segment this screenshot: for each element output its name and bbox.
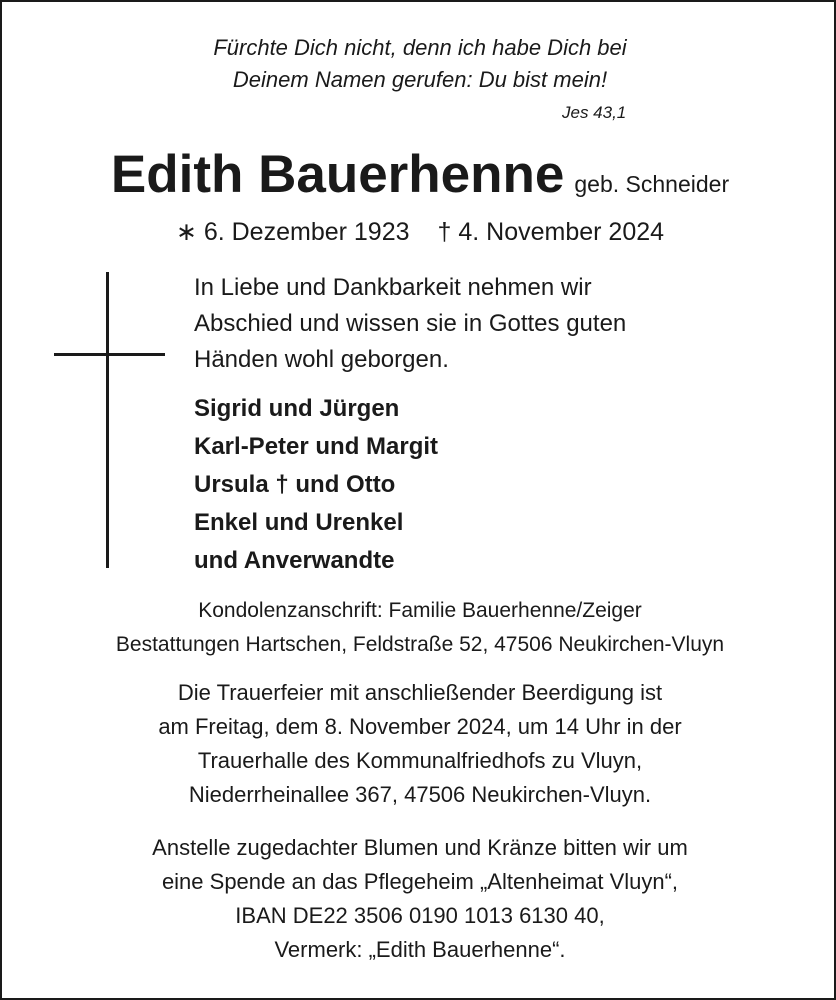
farewell-line: In Liebe und Dankbarkeit nehmen wir bbox=[194, 274, 592, 301]
cross-horizontal-bar bbox=[54, 353, 165, 356]
birth-name: geb. Schneider bbox=[574, 171, 730, 197]
verse-line-2: Deinem Namen gerufen: Du bist mein! bbox=[232, 67, 608, 92]
family-member: Ursula † und Otto bbox=[194, 471, 396, 498]
deceased-name: Edith Bauerhenne bbox=[110, 145, 565, 204]
farewell-line: Abschied und wissen sie in Gottes guten bbox=[194, 310, 627, 337]
birth-date: ∗ 6. Dezember 1923 bbox=[175, 218, 410, 246]
donation-line: Vermerk: „Edith Bauerhenne“. bbox=[274, 937, 566, 962]
family-member: Karl-Peter und Margit bbox=[194, 433, 439, 460]
donation-line: Anstelle zugedachter Blumen und Kränze bitten wir um bbox=[152, 835, 688, 860]
ceremony-line: am Freitag, dem 8. November 2024, um 14 Uhr in der bbox=[158, 714, 682, 739]
donation-request bbox=[2, 831, 836, 967]
ceremony-line: Trauerhalle des Kommunalfriedhofs zu Vluyn, bbox=[197, 748, 643, 773]
condolence-line: Kondolenzanschrift: Familie Bauerhenne/Zeiger bbox=[198, 599, 642, 622]
family-list bbox=[194, 390, 438, 580]
ceremony-line: Die Trauerfeier mit anschließender Beerdigung ist bbox=[177, 680, 663, 705]
cross-vertical-bar bbox=[106, 272, 109, 568]
death-date: † 4. November 2024 bbox=[437, 218, 665, 246]
family-member: und Anverwandte bbox=[194, 547, 395, 574]
name-row bbox=[2, 142, 836, 208]
condolence-line: Bestattungen Hartschen, Feldstraße 52, 47506 Neukirchen-Vluyn bbox=[115, 633, 725, 656]
verse-reference: Jes 43,1 bbox=[562, 103, 627, 122]
farewell-line: Händen wohl geborgen. bbox=[194, 346, 449, 373]
ceremony-line: Niederrheinallee 367, 47506 Neukirchen-Vluyn. bbox=[188, 782, 652, 807]
ceremony-info bbox=[2, 676, 836, 812]
family-member: Sigrid und Jürgen bbox=[194, 395, 400, 422]
donation-line: IBAN DE22 3506 0190 1013 6130 40, bbox=[235, 903, 605, 928]
verse-line-1: Fürchte Dich nicht, denn ich habe Dich bei bbox=[213, 35, 627, 60]
farewell-text bbox=[194, 270, 626, 378]
life-dates bbox=[2, 214, 836, 250]
condolence-address bbox=[2, 594, 836, 662]
donation-line: eine Spende an das Pflegeheim „Altenheimat Vluyn“, bbox=[161, 869, 679, 894]
family-member: Enkel und Urenkel bbox=[194, 509, 404, 536]
